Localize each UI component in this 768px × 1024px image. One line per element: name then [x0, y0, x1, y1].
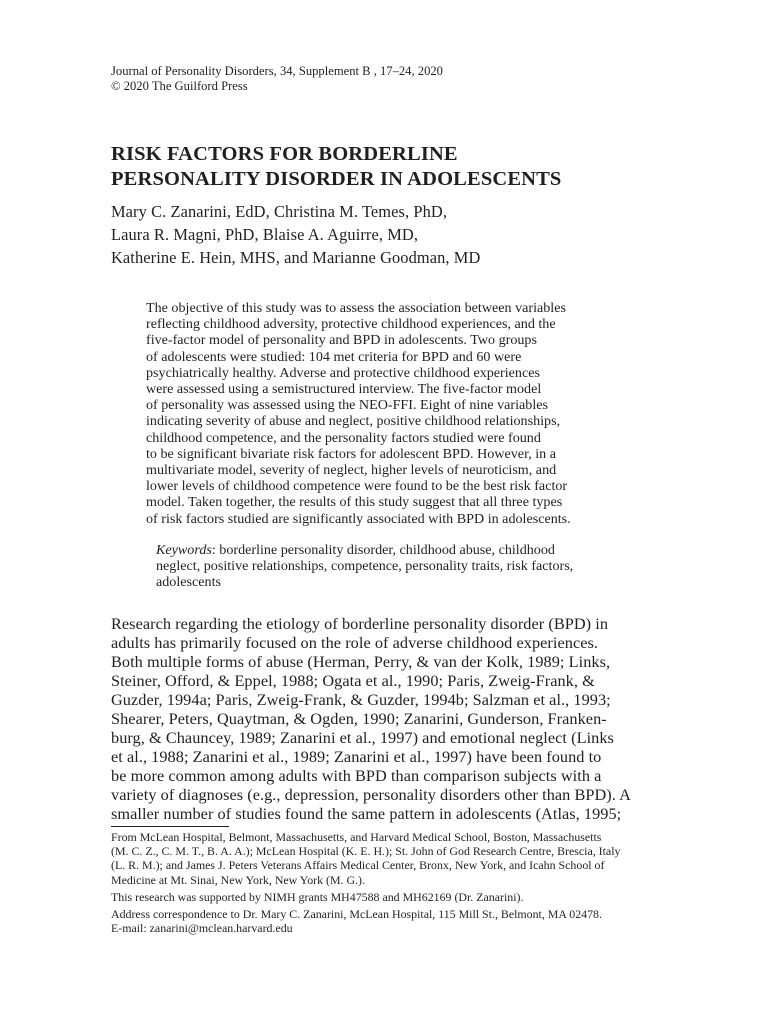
- keywords-label: Keywords: [156, 542, 212, 558]
- body-line: variety of diagnoses (e.g., depression, personality disorders other than BPD). A: [111, 785, 631, 804]
- body-line: Guzder, 1994a; Paris, Zweig-Frank, & Guzder, 1994b; Salzman et al., 1993;: [111, 690, 611, 709]
- author-line: Laura R. Magni, PhD, Blaise A. Aguirre, MD,: [111, 225, 419, 244]
- keywords-line: [156, 542, 636, 558]
- author-line: Mary C. Zanarini, EdD, Christina M. Temes, PhD,: [111, 202, 448, 221]
- title-line: RISK FACTORS FOR BORDERLINE: [111, 143, 458, 165]
- author-list: [111, 200, 480, 269]
- body-line: Steiner, Offord, & Eppel, 1988; Ogata et al., 1990; Paris, Zweig-Frank, &: [111, 671, 595, 690]
- body-line: be more common among adults with BPD than comparison subjects with a: [111, 766, 602, 785]
- journal-copyright: © 2020 The Guilford Press: [111, 79, 248, 93]
- keywords: [156, 542, 636, 591]
- abstract-line: lower levels of childhood competence were found to be the best risk factor: [146, 478, 568, 495]
- body-line: Both multiple forms of abuse (Herman, Perry, & van der Kolk, 1989; Links,: [111, 652, 611, 671]
- body-line: smaller number of studies found the same pattern in adolescents (Atlas, 1995;: [111, 804, 622, 823]
- abstract-line: of adolescents were studied: 104 met criteria for BPD and 60 were: [146, 348, 522, 365]
- title-line: PERSONALITY DISORDER IN ADOLESCENTS: [111, 168, 562, 190]
- body-line: Shearer, Peters, Quaytman, & Ogden, 1990; Zanarini, Gunderson, Franken-: [111, 709, 607, 728]
- abstract-line: multivariate model, severity of neglect, higher levels of neuroticism, and: [146, 462, 557, 479]
- keywords-line: neglect, positive relationships, competence, personality traits, risk factors,: [156, 558, 574, 575]
- affiliation-line: Medicine at Mt. Sinai, New York, New York (M. G.).: [111, 872, 365, 887]
- body-line: Research regarding the etiology of borderline personality disorder (BPD) in: [111, 614, 609, 633]
- abstract-line: indicating severity of abuse and neglect, positive childhood relationships,: [146, 413, 561, 430]
- abstract-line: The objective of this study was to assess the association between variables: [146, 300, 566, 316]
- abstract-line: reflecting childhood adversity, protective childhood experiences, and the: [146, 316, 556, 333]
- affiliation-line: (L. R. M.); and James J. Peters Veterans Affairs Medical Center, Bronx, New York, and Icahn School of: [111, 858, 605, 873]
- affiliation-line: (M. C. Z., C. M. T., B. A. A.); McLean Hospital (K. E. H.); St. John of God Research Centre, Brescia, Italy: [111, 844, 621, 859]
- footnote-divider: [111, 826, 229, 827]
- abstract-line: of personality was assessed using the NEO-FFI. Eight of nine variables: [146, 397, 548, 414]
- body-paragraph: [111, 614, 661, 823]
- footnotes: [111, 830, 671, 935]
- abstract-line: five-factor model of personality and BPD in adolescents. Two groups: [146, 332, 537, 349]
- abstract-line: psychiatrically healthy. Adverse and protective childhood experiences: [146, 364, 540, 381]
- journal-header: [111, 64, 443, 94]
- abstract-line: childhood competence, and the personality factors studied were found: [146, 429, 541, 446]
- abstract-line: to be significant bivariate risk factors for adolescent BPD. However, in a: [146, 445, 556, 462]
- keywords-line: adolescents: [156, 574, 221, 591]
- author-line: Katherine E. Hein, MHS, and Marianne Goodman, MD: [111, 248, 481, 267]
- funding-note: This research was supported by NIMH grants MH47588 and MH62169 (Dr. Zanarini).: [111, 889, 524, 904]
- correspondence-line: Address correspondence to Dr. Mary C. Zanarini, McLean Hospital, 115 Mill St., Belmont, MA 02478.: [111, 907, 602, 922]
- abstract: [146, 300, 646, 527]
- keywords-text: : borderline personality disorder, childhood abuse, childhood: [211, 542, 555, 558]
- affiliation-line: From McLean Hospital, Belmont, Massachusetts, and Harvard Medical School, Boston, Massachusetts: [111, 830, 602, 844]
- abstract-line: model. Taken together, the results of this study suggest that all three types: [146, 494, 563, 511]
- article-title: [111, 142, 671, 192]
- body-line: burg, & Chauncey, 1989; Zanarini et al., 1997) and emotional neglect (Links: [111, 728, 614, 747]
- abstract-line: of risk factors studied are significantly associated with BPD in adolescents.: [146, 510, 571, 527]
- abstract-line: were assessed using a semistructured interview. The five-factor model: [146, 381, 542, 398]
- body-line: et al., 1988; Zanarini et al., 1989; Zanarini et al., 1997) have been found to: [111, 747, 602, 766]
- correspondence-line: E-mail: zanarini@mclean.harvard.edu: [111, 921, 293, 936]
- journal-citation: Journal of Personality Disorders, 34, Supplement B , 17–24, 2020: [111, 64, 443, 78]
- body-line: adults has primarily focused on the role of adverse childhood experiences.: [111, 633, 599, 652]
